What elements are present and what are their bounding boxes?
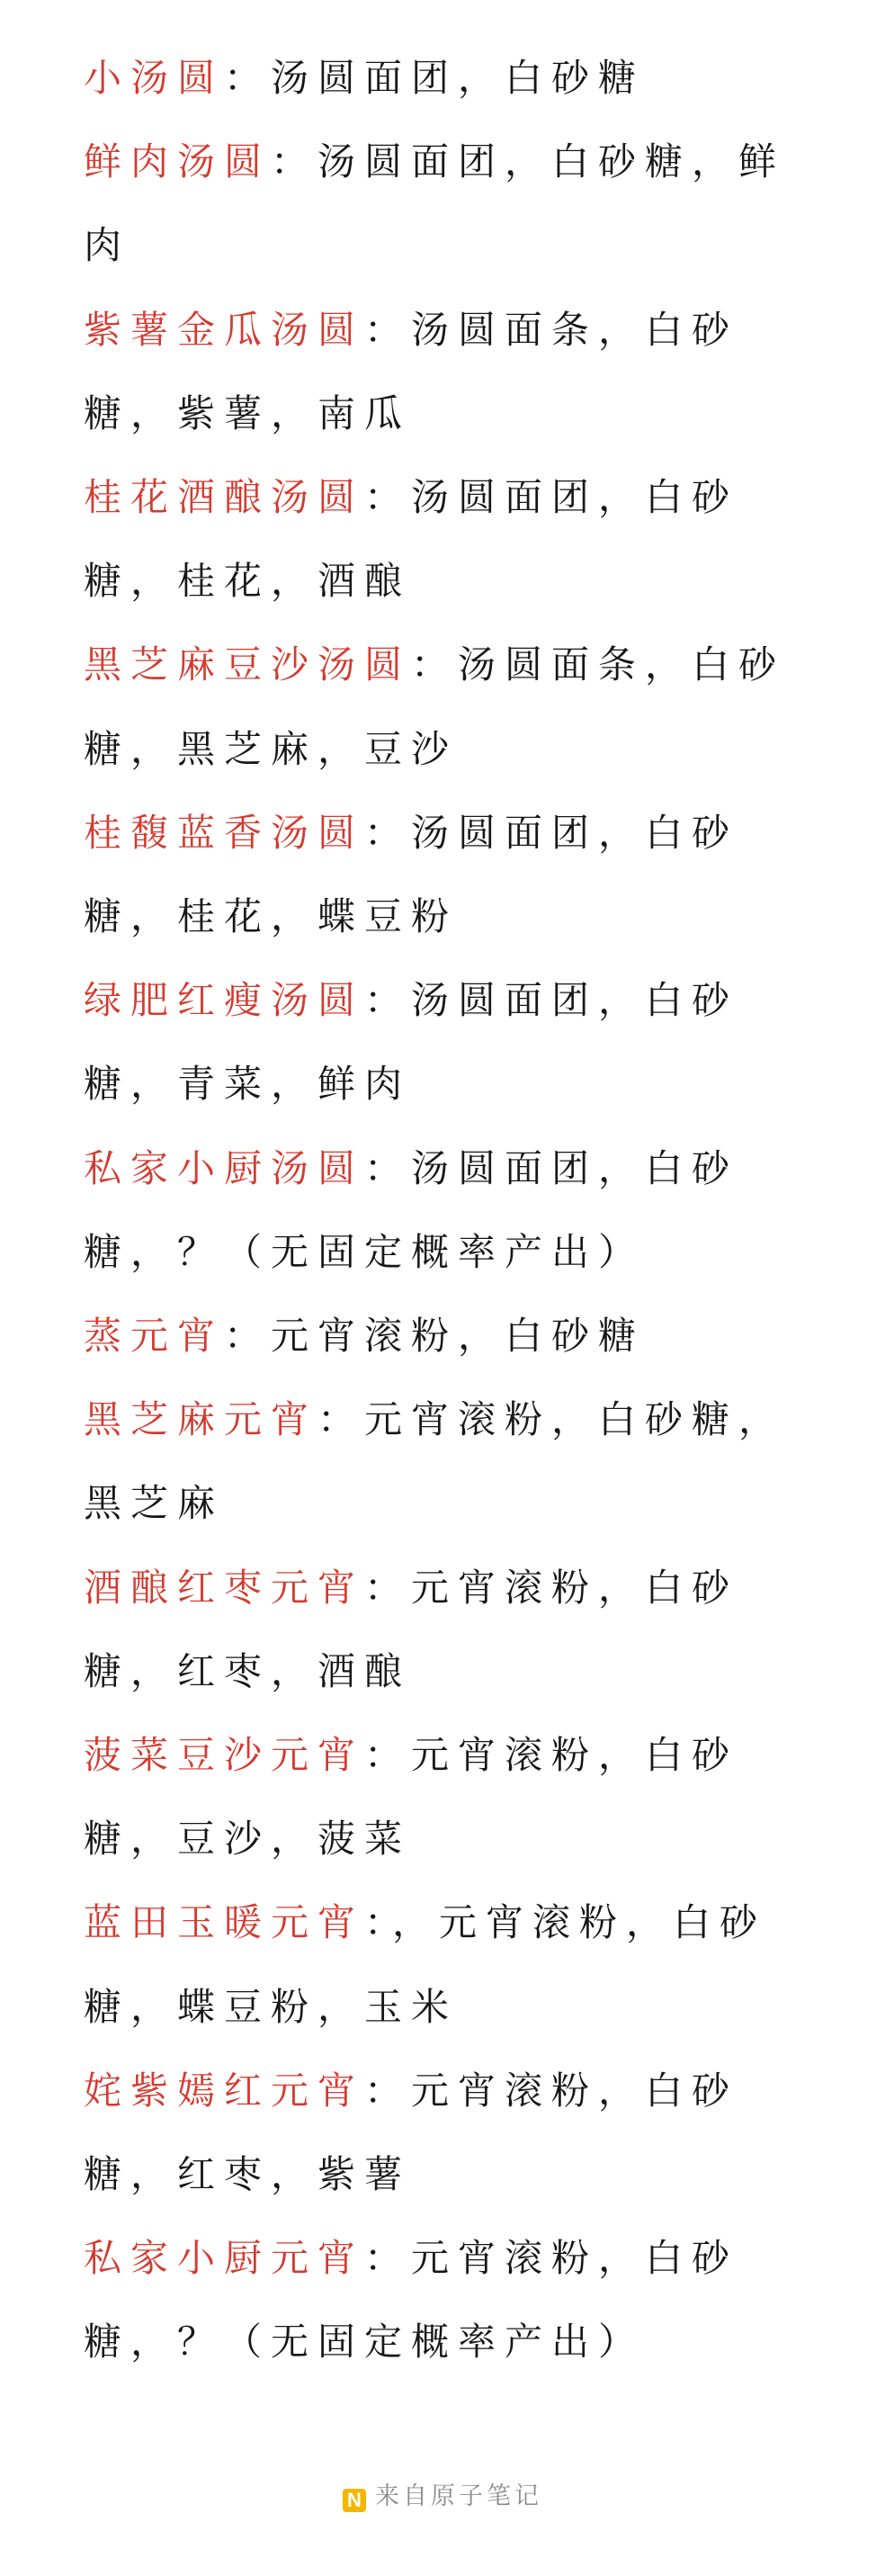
recipe-separator: ：	[224, 56, 272, 100]
recipe-ingredients: 元宵滚粉，白砂糖	[271, 1314, 646, 1359]
recipe-separator: ：	[224, 1314, 272, 1359]
recipe-item	[84, 958, 803, 1126]
recipe-separator: ：	[364, 810, 412, 855]
recipe-name: 蒸元宵	[84, 1314, 225, 1359]
recipe-ingredients: 元宵滚粉，白砂糖，红枣，酒酿	[84, 1565, 739, 1693]
recipe-separator: ：	[364, 978, 412, 1023]
recipe-name: 菠菜豆沙元宵	[84, 1733, 365, 1778]
recipe-ingredients: 汤圆面条，白砂糖，黑芝麻，豆沙	[84, 642, 786, 771]
recipe-name: 蓝田玉暖元宵	[84, 1900, 365, 1945]
recipe-item	[84, 1126, 803, 1294]
recipe-name: 桂花酒酿汤圆	[84, 475, 365, 520]
footer-source-text: 来自原子笔记	[375, 2482, 542, 2510]
recipe-item	[84, 455, 803, 623]
recipe-ingredients: 元宵滚粉，白砂糖，红枣，紫薯	[84, 2068, 739, 2197]
recipe-name: 紫薯金瓜汤圆	[84, 307, 365, 352]
recipe-item	[84, 1378, 803, 1545]
recipe-item	[84, 1546, 803, 1713]
recipe-separator: ：	[271, 139, 318, 184]
recipe-name: 绿肥红瘦汤圆	[84, 978, 365, 1023]
recipe-name: 姹紫嫣红元宵	[84, 2068, 365, 2113]
recipe-separator: ：	[364, 1733, 412, 1778]
recipe-list	[84, 36, 803, 2384]
recipe-ingredients: 汤圆面条，白砂糖，紫薯，南瓜	[84, 307, 739, 435]
recipe-separator: ：	[364, 307, 412, 352]
recipe-ingredients: 汤圆面团，白砂糖，鲜肉	[84, 139, 786, 268]
recipe-name: 酒酿红枣元宵	[84, 1565, 365, 1610]
recipe-separator: ：	[411, 642, 459, 687]
recipe-name: 鲜肉汤圆	[84, 139, 272, 184]
recipe-name: 私家小厨元宵	[84, 2236, 365, 2281]
recipe-ingredients: 元宵滚粉，白砂糖，黑芝麻	[84, 1397, 786, 1526]
recipe-item	[84, 623, 803, 790]
recipe-item	[84, 2216, 803, 2383]
recipe-ingredients: 汤圆面团，白砂糖，青菜，鲜肉	[84, 978, 739, 1107]
app-logo-icon: N	[343, 2489, 366, 2512]
recipe-separator: ：	[364, 2068, 412, 2113]
recipe-separator: ：	[364, 1900, 393, 1945]
recipe-ingredients: 汤圆面团，白砂糖，桂花，蝶豆粉	[84, 810, 739, 939]
recipe-item	[84, 36, 803, 120]
recipe-name: 黑芝麻豆沙汤圆	[84, 642, 412, 687]
recipe-name: 私家小厨汤圆	[84, 1145, 365, 1190]
recipe-separator: ：	[364, 2236, 412, 2281]
recipe-item	[84, 2049, 803, 2216]
recipe-item	[84, 1713, 803, 1880]
recipe-separator: ：	[364, 475, 412, 520]
recipe-item	[84, 1880, 803, 2048]
recipe-name: 黑芝麻元宵	[84, 1397, 318, 1442]
recipe-ingredients: 汤圆面团，白砂糖	[271, 56, 646, 100]
recipe-item	[84, 1294, 803, 1378]
recipe-item	[84, 288, 803, 455]
footer-watermark	[0, 2476, 885, 2512]
recipe-ingredients: 元宵滚粉，白砂糖，豆沙，菠菜	[84, 1733, 739, 1862]
recipe-name: 桂馥蓝香汤圆	[84, 810, 365, 855]
recipe-name: 小汤圆	[84, 56, 225, 100]
recipe-separator: ：	[364, 1145, 412, 1190]
recipe-separator: ：	[364, 1565, 412, 1610]
recipe-item	[84, 791, 803, 958]
recipe-ingredients: 元宵滚粉，白砂糖，？（无固定概率产出）	[84, 2236, 739, 2365]
recipe-separator: ：	[317, 1397, 365, 1442]
recipe-item	[84, 120, 803, 287]
recipe-ingredients: 汤圆面团，白砂糖，？（无固定概率产出）	[84, 1145, 739, 1274]
recipe-ingredients: ，元宵滚粉，白砂糖，蝶豆粉，玉米	[84, 1900, 767, 2029]
recipe-ingredients: 汤圆面团，白砂糖，桂花，酒酿	[84, 475, 739, 604]
